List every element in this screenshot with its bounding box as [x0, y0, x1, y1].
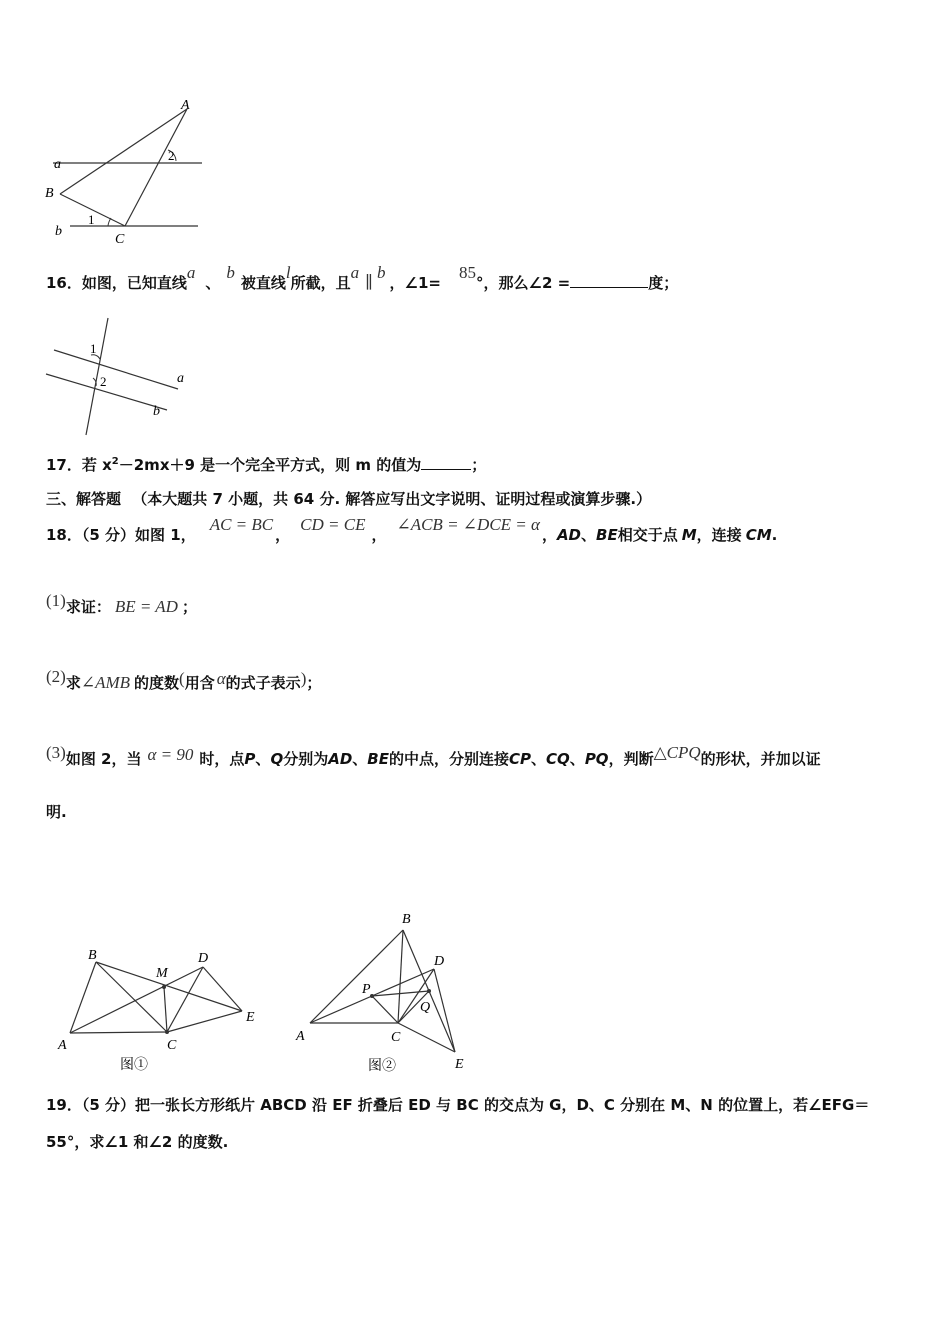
question-17: [46, 454, 486, 475]
label-D: D: [434, 954, 445, 969]
q18-2-math2: α: [216, 669, 226, 688]
q16-sep: 、: [205, 274, 221, 292]
caption-figure-2: 图②: [368, 1059, 396, 1074]
label-b: b: [55, 224, 62, 239]
q18-3-text9: ，判断: [608, 750, 654, 768]
q18-2-text3: 用含: [184, 674, 215, 692]
q16-parallel: ∥: [365, 273, 374, 292]
label-C: C: [115, 232, 125, 247]
q18-3-text11: 明.: [46, 803, 67, 821]
q18-3-Q: Q: [270, 750, 284, 768]
point-M: [162, 985, 166, 989]
label-a: a: [54, 157, 61, 172]
question-18-part-3: [46, 743, 821, 769]
figure-1: [50, 945, 270, 1075]
caption-figure-1: 图①: [120, 1058, 148, 1073]
label-M: M: [156, 966, 168, 981]
label-D: D: [198, 951, 209, 966]
q18-3-text3: 、: [255, 750, 271, 768]
q18-3-CQ: CQ: [546, 750, 570, 768]
question-18-part-2: [46, 667, 322, 693]
q18-text2: ，: [541, 526, 557, 544]
angle1-arc: [108, 218, 111, 226]
q18-math1: AC = BC: [209, 515, 274, 534]
label-angle1: 1: [90, 341, 97, 356]
q18-1-math: BE = AD: [114, 597, 178, 616]
label-C: C: [391, 1030, 401, 1045]
label-A: A: [181, 98, 190, 113]
q18-2-text1: 求: [65, 674, 81, 692]
q18-text6: .: [771, 526, 778, 544]
q18-3-text1: 如图 2，当: [65, 750, 142, 768]
label-B: B: [45, 186, 54, 201]
label-angle2: 2: [168, 148, 175, 163]
label-B: B: [402, 912, 411, 927]
label-b: b: [153, 404, 160, 419]
q18-text5: ，连接: [696, 526, 742, 544]
q18-M: M: [681, 526, 697, 544]
q18-3-PQ: PQ: [584, 750, 609, 768]
label-E: E: [246, 1010, 255, 1025]
label-B: B: [88, 948, 97, 963]
q17-text3: ；: [471, 456, 487, 474]
label-A: A: [296, 1029, 305, 1044]
point-P: [370, 994, 374, 998]
q16-value: 85: [459, 263, 476, 282]
question-18-part-1: [46, 591, 197, 617]
q17-answer-blank[interactable]: [421, 455, 471, 470]
q16-text5: °，那么∠2 =: [476, 274, 571, 292]
q18-3-P: P: [244, 750, 256, 768]
q16-text6: 度；: [648, 274, 679, 292]
q16-text2: 被直线: [240, 274, 286, 292]
q18-BE: BE: [596, 526, 618, 544]
q18-text3: 、: [581, 526, 597, 544]
q18-comma2: ，: [371, 526, 387, 544]
q16-var-b2: b: [377, 263, 386, 282]
q18-math3: ∠ACB = ∠DCE = α: [396, 515, 540, 534]
label-A: A: [58, 1038, 67, 1053]
q18-3-BE: BE: [367, 750, 389, 768]
question-18: [46, 515, 778, 545]
q18-2-rparen: ): [300, 669, 307, 688]
q18-2-lparen: (: [179, 669, 185, 688]
q18-3-math1: α = 90: [147, 745, 194, 764]
q18-3-AD: AD: [328, 750, 353, 768]
label-angle1: 1: [88, 212, 95, 227]
angle2-arc: [93, 378, 96, 386]
q18-3-text10: 的形状，并加以证: [700, 750, 821, 768]
line-a: [54, 350, 178, 389]
label-C: C: [167, 1038, 177, 1053]
q18-3-text6: 的中点，分别连接: [388, 750, 509, 768]
q17-text2: －2mx＋9 是一个完全平方式，则 m 的值为: [118, 456, 422, 474]
q18-3-text4: 分别为: [283, 750, 329, 768]
label-E: E: [455, 1057, 464, 1072]
q18-2-number: (2): [46, 667, 66, 686]
q18-3-text5: 、: [352, 750, 368, 768]
q16-num: 16．: [46, 274, 82, 292]
q16-var-b: b: [226, 263, 235, 282]
q16-comma: ，: [389, 274, 405, 292]
q16-var-l: l: [285, 263, 291, 282]
label-Q: Q: [420, 1000, 431, 1015]
q18-comma1: ，: [275, 526, 291, 544]
q18-text4: 相交于点: [617, 526, 678, 544]
q18-CM: CM: [745, 526, 772, 544]
side-AC: [125, 109, 187, 226]
q17-superscript: 2: [111, 456, 119, 467]
question-19-line2: [46, 1131, 228, 1152]
q18-3-CP: CP: [509, 750, 532, 768]
q16-answer-blank[interactable]: [570, 273, 648, 288]
q18-3-math2: △CPQ: [653, 743, 701, 762]
section-3-heading: [46, 488, 651, 509]
figure-parallel-triangle: [40, 95, 220, 250]
point-Q: [427, 989, 431, 993]
point-C: [165, 1030, 169, 1034]
q18-text1: 18．（5 分）如图 1，: [46, 526, 196, 544]
q19-text-line2: 55°，求∠1 和∠2 的度数.: [46, 1133, 229, 1151]
q19-text-line1: 19．（5 分）把一张长方形纸片 ABCD 沿 EF 折叠后 ED 与 BC 的交点为 G，D、C 分别在 M、N 的位置上，若∠EFG＝: [46, 1096, 870, 1114]
q18-3-number: (3): [46, 743, 66, 762]
q16-var-a2: a: [350, 263, 360, 282]
q18-3-text7: 、: [531, 750, 547, 768]
q18-1-text1: 求证：: [65, 598, 111, 616]
figure-16: [40, 315, 200, 440]
q18-math2: CD = CE: [300, 515, 366, 534]
q18-2-text4: 的式子表示: [225, 674, 301, 692]
q18-2-text2: 的度数: [134, 674, 180, 692]
q16-text4: ∠1=: [404, 274, 441, 292]
q16-text3: 所截，且: [290, 274, 351, 292]
section-3-note: （本大题共 7 小题，共 64 分. 解答应写出文字说明、证明过程或演算步骤.）: [132, 490, 652, 508]
q16-var-a: a: [186, 263, 196, 282]
q18-2-math1: ∠AMB: [80, 673, 131, 692]
q18-1-number: (1): [46, 591, 66, 610]
q17-text1: 17．若 x: [46, 456, 112, 474]
question-16: [46, 263, 679, 293]
q18-AD: AD: [556, 526, 582, 544]
q16-text1: 如图，已知直线: [81, 274, 187, 292]
q18-3-text8: 、: [569, 750, 585, 768]
q18-2-text5: ；: [306, 674, 322, 692]
q18-3-text2: 时，点: [199, 750, 245, 768]
label-angle2: 2: [100, 374, 107, 389]
label-P: P: [362, 982, 371, 997]
label-a: a: [177, 371, 184, 386]
figure-2: [290, 905, 480, 1075]
question-19-line1: [46, 1094, 869, 1115]
section-3-title: 三、解答题: [46, 490, 122, 508]
q18-1-text2: ；: [181, 598, 197, 616]
question-18-part-3-cont: [46, 801, 67, 822]
